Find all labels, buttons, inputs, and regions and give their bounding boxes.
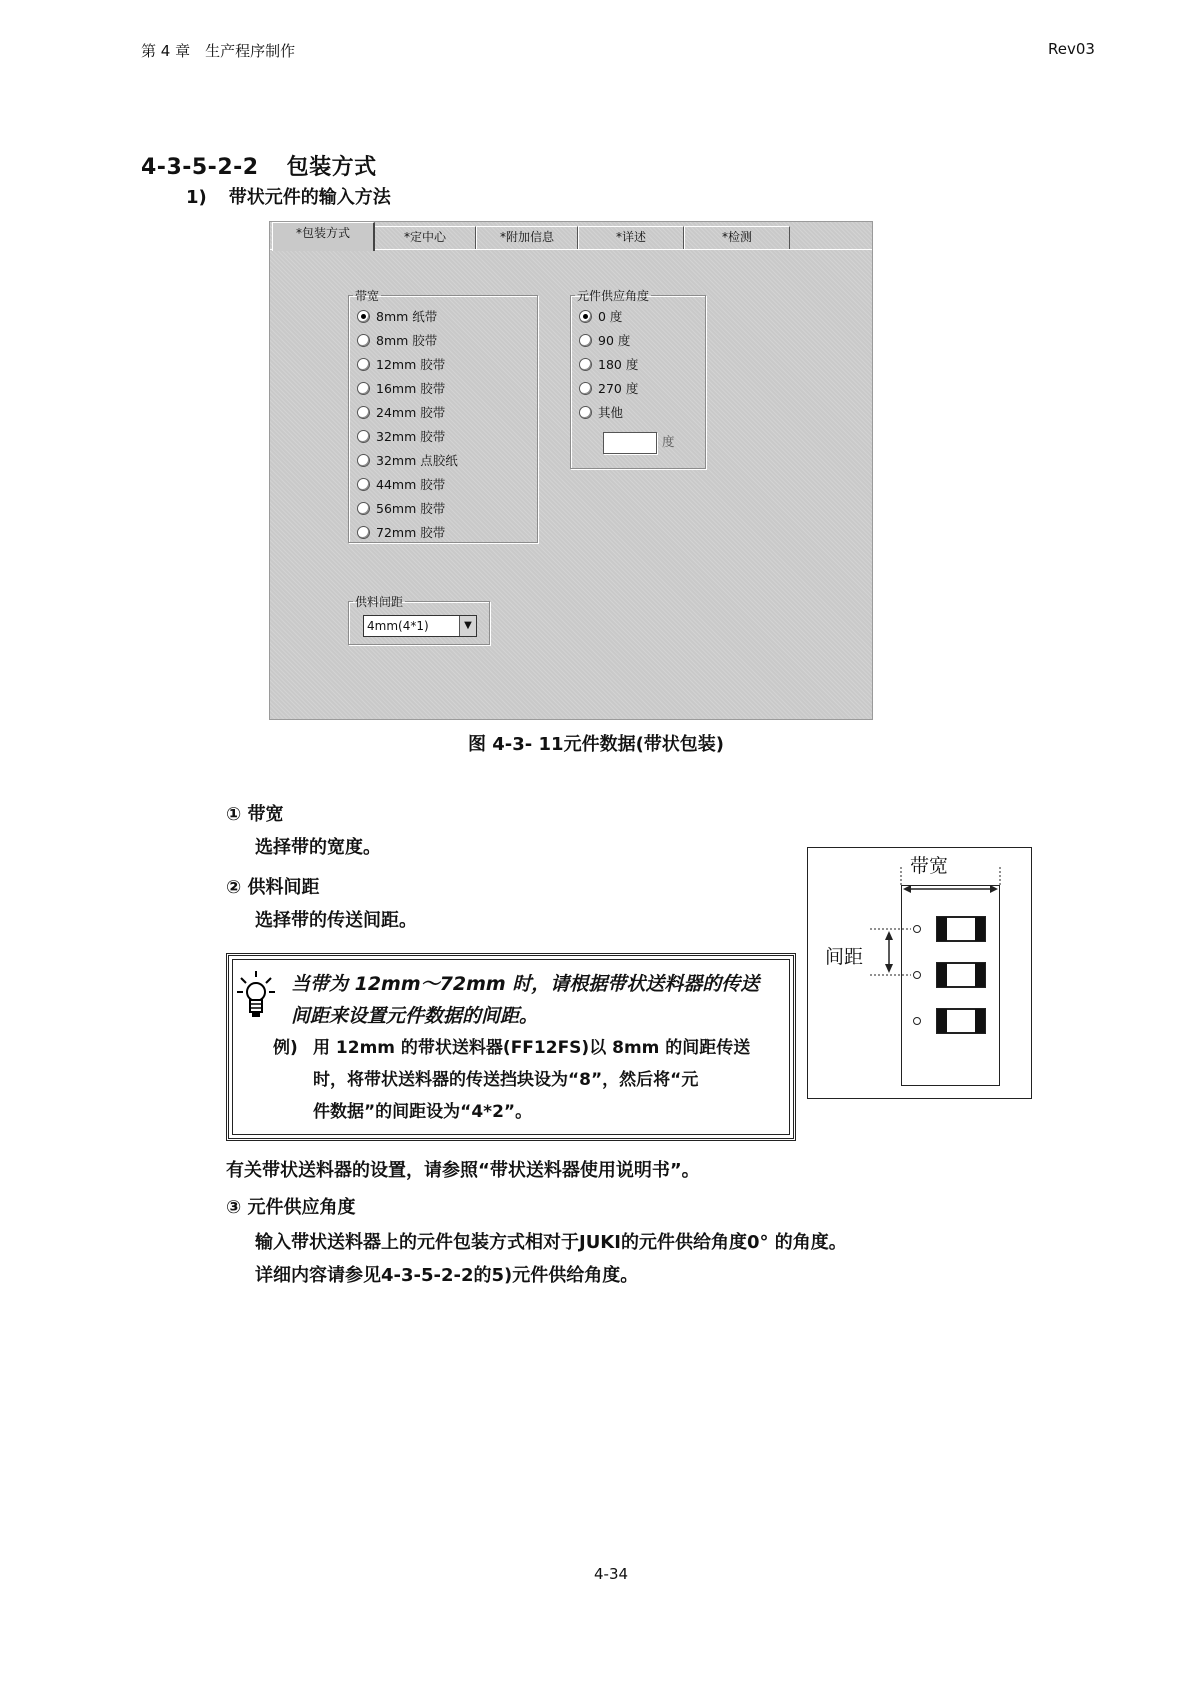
radio-dot-icon xyxy=(357,358,370,371)
radio-label: 32mm 胶带 xyxy=(376,429,446,444)
custom-angle-input[interactable] xyxy=(603,432,657,454)
example-line: 用 12mm 的带状送料器(FF12FS)以 8mm 的间距传送 xyxy=(313,1038,751,1058)
radio-label: 180 度 xyxy=(598,357,639,372)
radio-32mm-adhesive[interactable] xyxy=(357,452,458,470)
figure-caption: 图 4-3- 11元件数据(带状包装) xyxy=(468,734,725,755)
radio-label: 8mm 纸带 xyxy=(376,309,438,324)
radio-angle-0[interactable] xyxy=(579,308,622,326)
radio-angle-90[interactable] xyxy=(579,332,630,350)
radio-16mm-tape[interactable] xyxy=(357,380,445,398)
radio-44mm-tape[interactable] xyxy=(357,476,445,494)
example-label: 例) xyxy=(273,1038,298,1058)
radio-label: 90 度 xyxy=(598,333,631,348)
radio-dot-icon xyxy=(579,334,592,347)
radio-angle-180[interactable] xyxy=(579,356,638,374)
radio-dot-icon xyxy=(357,478,370,491)
diagram-width-label: 带宽 xyxy=(910,855,949,877)
section-heading xyxy=(141,150,377,181)
radio-label: 32mm 点胶纸 xyxy=(376,453,458,468)
radio-label: 72mm 胶带 xyxy=(376,525,446,540)
radio-56mm-tape[interactable] xyxy=(357,500,445,518)
page-number: 4-34 xyxy=(594,1565,629,1583)
radio-dot-icon xyxy=(579,310,592,323)
radio-8mm-paper[interactable] xyxy=(357,308,437,326)
item-tape-width-desc: 选择带的宽度。 xyxy=(255,837,381,858)
radio-dot-icon xyxy=(357,430,370,443)
note-tip-line: 间距来设置元件数据的间距。 xyxy=(291,1005,539,1027)
subsection-heading xyxy=(186,183,391,209)
radio-dot-icon xyxy=(579,406,592,419)
radio-label: 8mm 胶带 xyxy=(376,333,438,348)
section-number: 4-3-5-2-2 xyxy=(141,155,259,180)
note-tip-line: 当带为 12mm～72mm 时，请根据带状送料器的传送 xyxy=(291,973,760,995)
example-text xyxy=(313,1032,793,1128)
revision-label: Rev03 xyxy=(1048,40,1095,58)
chevron-down-icon[interactable]: ▼ xyxy=(459,616,476,636)
subsection-title: 带状元件的输入方法 xyxy=(228,187,391,208)
radio-angle-other[interactable] xyxy=(579,404,623,422)
item-supply-angle-desc: 输入带状送料器上的元件包装方式相对于JUKI的元件供给角度0° 的角度。 xyxy=(255,1232,847,1253)
radio-8mm-tape[interactable] xyxy=(357,332,437,350)
note-box xyxy=(226,953,796,1141)
radio-dot-icon xyxy=(357,406,370,419)
radio-dot-icon xyxy=(579,358,592,371)
radio-32mm-tape[interactable] xyxy=(357,428,445,446)
radio-label: 56mm 胶带 xyxy=(376,501,446,516)
radio-dot-icon xyxy=(579,382,592,395)
item-supply-angle-title: ③ 元件供应角度 xyxy=(226,1197,356,1218)
radio-72mm-tape[interactable] xyxy=(357,524,445,542)
chapter-header: 第 4 章 生产程序制作 xyxy=(141,42,296,60)
note-tip xyxy=(291,968,759,1032)
feed-pitch-value: 4mm(4*1) xyxy=(367,619,429,633)
radio-label: 12mm 胶带 xyxy=(376,357,446,372)
reference-note: 有关带状送料器的设置，请参照“带状送料器使用说明书”。 xyxy=(226,1160,700,1181)
tab-centering[interactable]: *定中心 xyxy=(374,226,476,249)
component-data-dialog xyxy=(269,221,873,720)
radio-dot-icon xyxy=(357,334,370,347)
supply-angle-label: 元件供应角度 xyxy=(577,289,650,303)
radio-dot-icon xyxy=(357,454,370,467)
radio-label: 16mm 胶带 xyxy=(376,381,446,396)
radio-label: 24mm 胶带 xyxy=(376,405,446,420)
item-feed-pitch-desc: 选择带的传送间距。 xyxy=(255,910,417,931)
example-line: 件数据”的间距设为“4*2”。 xyxy=(313,1102,533,1122)
radio-dot-icon xyxy=(357,382,370,395)
tab-additional-info[interactable]: *附加信息 xyxy=(476,226,578,249)
tab-inspection[interactable]: *检测 xyxy=(684,226,790,249)
feed-pitch-label: 供料间距 xyxy=(355,595,404,609)
lightbulb-icon xyxy=(237,970,275,1020)
subsection-number: 1) xyxy=(186,187,207,208)
tape-diagram-drawing xyxy=(807,847,1032,1099)
radio-24mm-tape[interactable] xyxy=(357,404,445,422)
tab-details[interactable]: *详述 xyxy=(578,226,684,249)
radio-label: 其他 xyxy=(598,405,624,420)
item-supply-angle-ref: 详细内容请参见4-3-5-2-2的5)元件供给角度。 xyxy=(255,1265,639,1286)
feed-pitch-select[interactable] xyxy=(363,615,477,637)
radio-label: 0 度 xyxy=(598,309,623,324)
tape-diagram xyxy=(807,847,1032,1099)
tape-width-label: 带宽 xyxy=(355,289,380,303)
tab-bar xyxy=(270,222,872,250)
radio-12mm-tape[interactable] xyxy=(357,356,445,374)
custom-angle-unit: 度 xyxy=(662,434,675,449)
section-title: 包装方式 xyxy=(286,155,377,180)
radio-dot-icon xyxy=(357,526,370,539)
tab-packaging[interactable]: *包装方式 xyxy=(272,222,375,251)
diagram-pitch-label: 间距 xyxy=(825,946,864,968)
radio-dot-icon xyxy=(357,502,370,515)
example-line: 时，将带状送料器的传送挡块设为“8”，然后将“元 xyxy=(313,1070,699,1090)
radio-angle-270[interactable] xyxy=(579,380,638,398)
item-feed-pitch-title: ② 供料间距 xyxy=(226,877,320,898)
radio-label: 44mm 胶带 xyxy=(376,477,446,492)
radio-dot-icon xyxy=(357,310,370,323)
item-tape-width-title: ① 带宽 xyxy=(226,804,284,825)
radio-label: 270 度 xyxy=(598,381,639,396)
